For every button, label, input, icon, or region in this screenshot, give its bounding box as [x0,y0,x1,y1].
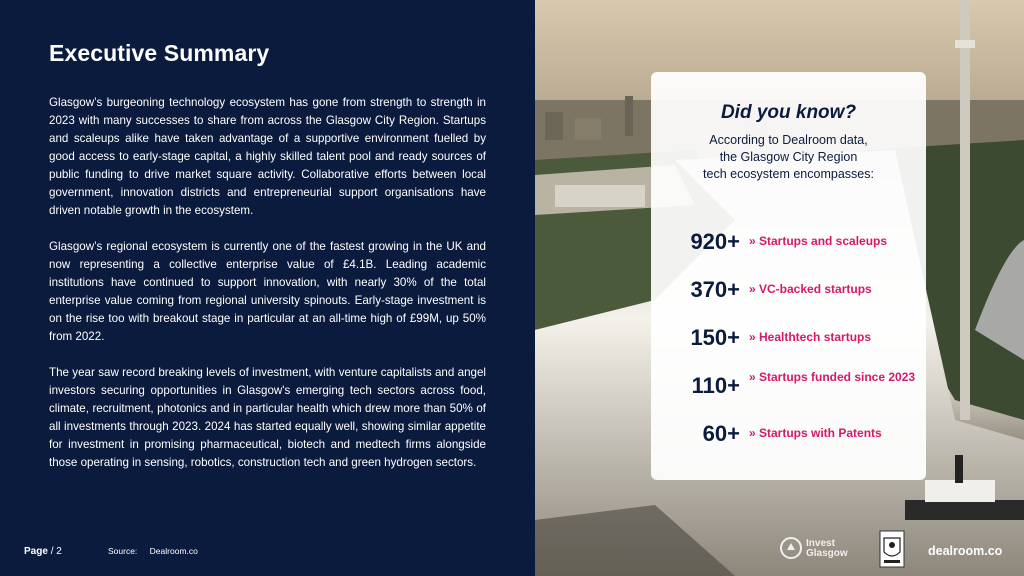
stat-value: 370+ [690,277,740,302]
page-indicator [24,546,62,557]
did-you-know-card [651,72,926,480]
stat-label: » VC-backed startups [749,282,872,296]
stat-label: » Startups funded since 2023 [749,370,916,384]
stat-label: » Startups and scaleups [749,234,888,248]
city-crest-icon [879,530,905,568]
dealroom-logo: dealroom.co [928,544,1003,558]
card-subtitle-line-3: tech ecosystem encompasses: [703,167,874,181]
card-subtitle-line-2: the Glasgow City Region [719,150,858,164]
stat-value: 920+ [690,229,740,254]
stat-row [651,368,926,408]
stat-label: » Startups with Patents [749,426,882,440]
summary-paragraph-1: Glasgow’s burgeoning technology ecosystem has gone from strength to strength in 2023 with many successes to share from across the Glasgow City Region. Startups and scaleups alike have taken advantage of a supportive environment fuelled by good access to early-stage capital, a highly skilled talent pool and ready sources of public funding to drive market square activity. Collaborative efforts between local government, innovation districts and entrepreneurial support organisations have driven notable growth in the ecosystem. [49,96,486,217]
source-value: Dealroom.co [149,546,198,556]
invest-glasgow-line-2: Glasgow [806,548,848,559]
summary-body [49,94,486,490]
card-title: Did you know? [720,102,857,123]
stat-value: 110+ [691,373,740,398]
invest-glasgow-mark-icon [780,537,802,559]
source-note [108,546,198,556]
source-label: Source: [108,546,138,556]
stat-row [651,320,926,360]
stat-value: 60+ [702,421,740,446]
stat-row [651,224,926,264]
page-number: / 2 [50,546,62,557]
stat-row [651,416,926,456]
card-subtitle-line-1: According to Dealroom data, [709,133,868,147]
summary-paragraph-3: The year saw record breaking levels of investment, with venture capitalists and angel investors securing opportunities in Glasgow's emerging tech sectors across food, climate, recruitment, photonics and in particular health which drew more than 50% of all investments through 2023. 2024 has started equally well, showing similar appetite for investment in promising pharmaceutical, biotech and medtech firms alongside those operating in sensing, robotics, construction tech and green hydrogen sectors. [49,366,486,469]
stat-value: 150+ [690,325,740,350]
stat-label: » Healthtech startups [749,330,872,344]
card-subtitle [671,132,906,183]
stat-row [651,272,926,312]
invest-glasgow-text [806,539,866,559]
page-title: Executive Summary [49,40,270,66]
summary-paragraph-2: Glasgow’s regional ecosystem is currently one of the fastest growing in the UK and now representing a collective enterprise value of £4.1B. Leading academic institutions have continued to support innovation, with nearly 30% of the total enterprise value coming from regional university spinouts. Early-stage investment is on the rise too with breakout stage in particular at an all-time high of £99M, up 50% from 2022. [49,240,486,343]
invest-glasgow-line-1: Invest [806,538,835,549]
invest-glasgow-logo [780,537,848,564]
page-label: Page [24,546,48,557]
